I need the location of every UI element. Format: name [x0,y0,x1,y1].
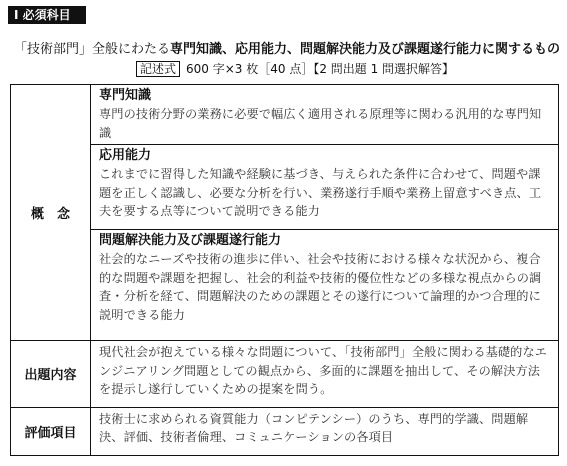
eval-header: 評価項目 [11,407,91,455]
concept-cell-3 [91,230,559,341]
format-line [136,60,454,77]
subtitle-bold: 専門知識、応用能力、問題解決能力及び課題遂行能力に関するもの [170,42,561,57]
concept-cell-1 [91,85,559,145]
eval-cell [91,407,559,455]
section-label: Ⅰ 必須科目 [8,6,86,24]
main-table [10,84,559,456]
content-cell [91,341,559,408]
content-body: 現代社会が抱えている様々な問題について、「技術部門」全般に関わる基礎的なエンジニアリング問題としての観点から、多面的に課題を抽出して、その解決方法を提示し遂行していくための提案を問う。 [99,345,548,397]
concept-title-2: 応用能力 [99,148,152,164]
concept-body-1: 専門の技術分野の業務に必要で幅広く適用される原理等に関わる汎用的な専門知識 [99,107,542,140]
concept-title-1: 専門知識 [99,88,152,103]
content-header: 出題内容 [11,341,91,408]
concept-header: 概 念 [11,85,91,341]
concept-cell-2 [91,145,559,230]
subtitle [14,38,560,57]
format-details: 600 字×3 枚［40 点］【2 問出題 1 問選択解答】 [186,62,455,76]
concept-body-2: これまでに習得した知識や経験に基づき、与えられた条件に合わせて、問題や課題を正しく認識し、必要な分析を行い、業務遂行手順や業務上留意すべき点、工夫を要する点等について説明できる能力 [99,167,542,219]
concept-body-3: 社会的なニーズや技術の進歩に伴い、社会や技術における様々な状況から、複合的な問題や課題を把握し、社会的利益や技術的優位性などの多様な視点からの調査・分析を経て、問題解決のための課題とその遂行について論理的かつ合理的に説明できる能力 [99,252,542,322]
subtitle-prefix: 「技術部門」全般にわたる [14,42,171,57]
format-box: 記述式 [136,61,180,77]
concept-title-3: 問題解決能力及び課題遂行能力 [99,233,282,249]
eval-body: 技術士に求められる資質能力（コンピテンシー）のうち、専門的学識、問題解決、評価、技術者倫理、コミュニケーションの各項目 [99,411,529,445]
